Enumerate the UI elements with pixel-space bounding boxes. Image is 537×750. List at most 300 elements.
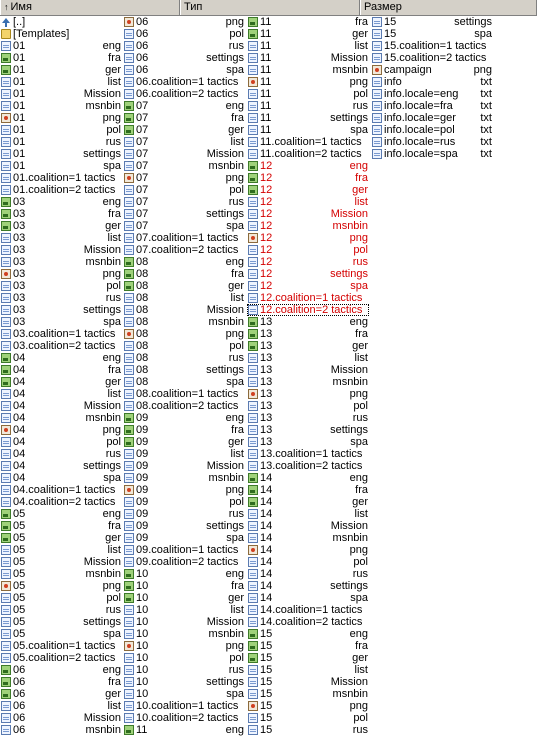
file-row[interactable]: [247, 508, 369, 520]
file-row[interactable]: [123, 556, 245, 568]
file-row[interactable]: [123, 688, 245, 700]
file-extension: settings: [83, 616, 121, 628]
file-row[interactable]: [0, 592, 122, 604]
file-row[interactable]: [0, 16, 122, 28]
file-name: 11: [260, 76, 272, 88]
file-row[interactable]: [123, 328, 245, 340]
file-row[interactable]: [123, 316, 245, 328]
file-row[interactable]: [247, 208, 369, 220]
document-icon: [1, 629, 11, 639]
file-row[interactable]: [247, 172, 369, 184]
file-row[interactable]: [0, 352, 122, 364]
file-row[interactable]: [123, 544, 245, 556]
document-icon: [248, 713, 258, 723]
file-row[interactable]: [123, 532, 245, 544]
file-row[interactable]: [247, 232, 369, 244]
file-name: 11: [260, 100, 272, 112]
file-row[interactable]: [123, 148, 245, 160]
file-row[interactable]: [0, 220, 122, 232]
file-row[interactable]: [247, 220, 369, 232]
file-row[interactable]: [0, 232, 122, 244]
file-extension: eng: [225, 724, 244, 736]
file-row[interactable]: [123, 724, 245, 736]
file-row[interactable]: [0, 148, 122, 160]
image-file-icon: [124, 569, 134, 579]
file-row[interactable]: [247, 280, 369, 292]
file-row[interactable]: [123, 592, 245, 604]
file-extension: fra: [231, 112, 244, 124]
file-row[interactable]: [0, 280, 122, 292]
file-name: 04.coalition=2 tactics: [13, 496, 116, 508]
file-row[interactable]: [0, 136, 122, 148]
file-row[interactable]: [0, 304, 122, 316]
file-name: 05.coalition=2 tactics: [13, 652, 116, 664]
file-row[interactable]: [247, 568, 369, 580]
file-extension: spa: [350, 436, 368, 448]
file-row[interactable]: [247, 436, 369, 448]
file-extension: spa: [226, 220, 244, 232]
file-row[interactable]: [247, 376, 369, 388]
file-row[interactable]: [123, 172, 245, 184]
file-row[interactable]: [0, 412, 122, 424]
file-row[interactable]: [0, 520, 122, 532]
document-icon: [248, 461, 258, 471]
file-row[interactable]: [371, 28, 493, 40]
column-header-size[interactable]: [360, 0, 537, 15]
document-icon: [248, 197, 258, 207]
file-extension: fra: [108, 676, 121, 688]
file-row[interactable]: [123, 400, 245, 412]
file-row[interactable]: [247, 148, 369, 160]
file-row[interactable]: [123, 568, 245, 580]
file-row[interactable]: [0, 244, 122, 256]
file-row[interactable]: [0, 700, 122, 712]
file-row[interactable]: [123, 52, 245, 64]
document-icon: [372, 137, 382, 147]
file-row[interactable]: [123, 496, 245, 508]
file-row[interactable]: [247, 532, 369, 544]
file-row[interactable]: [371, 40, 493, 52]
file-row[interactable]: [247, 544, 369, 556]
image-file-icon: [124, 281, 134, 291]
file-extension: eng: [349, 160, 368, 172]
file-row[interactable]: [0, 184, 122, 196]
file-extension: list: [107, 76, 121, 88]
file-row[interactable]: [247, 448, 369, 460]
file-row[interactable]: [247, 580, 369, 592]
file-extension: ger: [105, 64, 121, 76]
document-icon: [248, 305, 258, 315]
document-icon: [1, 497, 11, 507]
file-row[interactable]: [247, 424, 369, 436]
file-row[interactable]: [0, 388, 122, 400]
document-icon: [124, 461, 134, 471]
file-row[interactable]: [0, 76, 122, 88]
document-icon: [1, 545, 11, 555]
file-row[interactable]: [371, 136, 493, 148]
file-row[interactable]: [0, 436, 122, 448]
file-extension: eng: [225, 568, 244, 580]
file-row[interactable]: [247, 340, 369, 352]
column-header-type[interactable]: [180, 0, 360, 15]
file-row[interactable]: [0, 208, 122, 220]
file-extension: Mission: [83, 712, 121, 724]
document-icon: [1, 485, 11, 495]
file-row[interactable]: [247, 412, 369, 424]
file-row[interactable]: [247, 64, 369, 76]
file-name: 12.coalition=2 tactics: [260, 304, 363, 316]
file-row[interactable]: [123, 412, 245, 424]
document-icon: [248, 569, 258, 579]
document-icon: [1, 569, 11, 579]
file-row[interactable]: [371, 76, 493, 88]
file-row[interactable]: [123, 520, 245, 532]
file-name: 03: [13, 280, 26, 292]
file-row[interactable]: [123, 28, 245, 40]
file-name: 14: [260, 484, 273, 496]
file-name: 09: [136, 484, 149, 496]
document-icon: [124, 305, 134, 315]
file-row[interactable]: [247, 364, 369, 376]
file-row[interactable]: [247, 712, 369, 724]
file-row[interactable]: [247, 592, 369, 604]
file-row[interactable]: [247, 196, 369, 208]
file-row[interactable]: [0, 268, 122, 280]
file-row[interactable]: [0, 64, 122, 76]
document-icon: [124, 689, 134, 699]
file-row[interactable]: [247, 160, 369, 172]
file-row[interactable]: [247, 316, 369, 328]
file-row[interactable]: [371, 52, 493, 64]
file-row[interactable]: [123, 76, 245, 88]
file-row[interactable]: [247, 244, 369, 256]
image-file-icon: [248, 473, 258, 483]
file-row[interactable]: [123, 64, 245, 76]
file-row[interactable]: [0, 448, 122, 460]
file-row[interactable]: [247, 292, 369, 304]
file-row[interactable]: [0, 640, 122, 652]
document-icon: [124, 341, 134, 351]
file-row[interactable]: [0, 484, 122, 496]
file-row[interactable]: [371, 124, 493, 136]
settings-file-icon: [1, 581, 11, 591]
file-row[interactable]: [123, 256, 245, 268]
file-name: 07: [136, 220, 149, 232]
file-name: 12: [260, 172, 273, 184]
file-row[interactable]: [123, 40, 245, 52]
file-name: 15: [260, 676, 273, 688]
file-row[interactable]: [247, 676, 369, 688]
file-extension: list: [107, 388, 121, 400]
file-row[interactable]: [247, 304, 369, 316]
file-row[interactable]: [0, 604, 122, 616]
file-row[interactable]: [123, 280, 245, 292]
file-row[interactable]: [0, 28, 122, 40]
file-row[interactable]: [0, 676, 122, 688]
file-row[interactable]: [0, 40, 122, 52]
file-name: 06: [136, 64, 149, 76]
file-row[interactable]: [0, 688, 122, 700]
image-file-icon: [248, 341, 258, 351]
file-row[interactable]: [0, 196, 122, 208]
file-row[interactable]: [0, 628, 122, 640]
file-row[interactable]: [123, 292, 245, 304]
document-icon: [124, 557, 134, 567]
file-row[interactable]: [0, 616, 122, 628]
document-icon: [124, 65, 134, 75]
file-extension: fra: [108, 52, 121, 64]
file-row[interactable]: [123, 340, 245, 352]
file-row[interactable]: [123, 616, 245, 628]
file-row[interactable]: [247, 556, 369, 568]
file-extension: msnbin: [208, 472, 244, 484]
file-row[interactable]: [0, 376, 122, 388]
file-extension: settings: [206, 208, 244, 220]
file-name: 15: [260, 640, 273, 652]
file-row[interactable]: [0, 532, 122, 544]
file-row[interactable]: [0, 172, 122, 184]
file-name: 07: [136, 100, 149, 112]
file-row[interactable]: [247, 268, 369, 280]
file-name: 13: [260, 316, 273, 328]
file-row[interactable]: [247, 184, 369, 196]
file-row[interactable]: [0, 292, 122, 304]
file-row[interactable]: [123, 472, 245, 484]
file-name: 11.coalition=1 tactics: [260, 136, 362, 148]
file-row[interactable]: [247, 52, 369, 64]
file-row[interactable]: [247, 460, 369, 472]
file-name: 04: [13, 388, 26, 400]
file-row[interactable]: [0, 52, 122, 64]
file-row[interactable]: [123, 220, 245, 232]
file-row[interactable]: [123, 424, 245, 436]
file-name: 08: [136, 268, 149, 280]
document-icon: [372, 113, 382, 123]
file-row[interactable]: [0, 124, 122, 136]
file-row[interactable]: [123, 604, 245, 616]
file-row[interactable]: [247, 652, 369, 664]
image-file-icon: [248, 173, 258, 183]
file-name: 05: [13, 520, 26, 532]
file-row[interactable]: [247, 352, 369, 364]
file-row[interactable]: [0, 316, 122, 328]
file-row[interactable]: [0, 256, 122, 268]
file-name: 05: [13, 508, 26, 520]
file-row[interactable]: [0, 472, 122, 484]
file-name: 06: [136, 52, 149, 64]
file-row[interactable]: [123, 304, 245, 316]
file-row[interactable]: [247, 100, 369, 112]
file-row[interactable]: [123, 232, 245, 244]
file-row[interactable]: [247, 628, 369, 640]
image-file-icon: [248, 653, 258, 663]
file-row[interactable]: [0, 568, 122, 580]
file-row[interactable]: [123, 376, 245, 388]
file-row[interactable]: [123, 628, 245, 640]
file-row[interactable]: [0, 664, 122, 676]
document-icon: [1, 449, 11, 459]
file-row[interactable]: [123, 244, 245, 256]
image-file-icon: [248, 497, 258, 507]
file-row[interactable]: [123, 664, 245, 676]
file-row[interactable]: [247, 520, 369, 532]
file-row[interactable]: [123, 196, 245, 208]
document-icon: [1, 137, 11, 147]
file-row[interactable]: [371, 100, 493, 112]
file-name: 10.coalition=2 tactics: [136, 712, 239, 724]
file-row[interactable]: [123, 508, 245, 520]
file-extension: rus: [352, 412, 368, 424]
document-icon: [248, 725, 258, 735]
file-row[interactable]: [247, 388, 369, 400]
file-row[interactable]: [247, 604, 369, 616]
file-row[interactable]: [247, 472, 369, 484]
file-row[interactable]: [0, 88, 122, 100]
file-extension: eng: [349, 316, 368, 328]
settings-file-icon: [372, 65, 382, 75]
document-icon: [372, 53, 382, 63]
file-row[interactable]: [123, 640, 245, 652]
file-row[interactable]: [247, 664, 369, 676]
file-row[interactable]: [371, 16, 493, 28]
file-row[interactable]: [123, 100, 245, 112]
file-row[interactable]: [0, 496, 122, 508]
file-row[interactable]: [123, 268, 245, 280]
file-row[interactable]: [247, 700, 369, 712]
file-row[interactable]: [123, 352, 245, 364]
file-name: 05: [13, 556, 26, 568]
file-row[interactable]: [0, 460, 122, 472]
file-row[interactable]: [123, 364, 245, 376]
file-row[interactable]: [0, 724, 122, 736]
file-extension: eng: [102, 508, 121, 520]
file-name: 06: [136, 28, 149, 40]
file-row[interactable]: [247, 88, 369, 100]
file-name: 03: [13, 232, 26, 244]
file-row[interactable]: [123, 88, 245, 100]
document-icon: [248, 137, 258, 147]
file-extension: png: [349, 232, 368, 244]
file-name: 01: [13, 64, 26, 76]
file-name: 11: [260, 16, 272, 28]
file-row[interactable]: [123, 700, 245, 712]
file-row[interactable]: [247, 640, 369, 652]
file-row[interactable]: [247, 76, 369, 88]
file-name: 14: [260, 592, 273, 604]
file-name: 09: [136, 436, 149, 448]
file-extension: msnbin: [332, 532, 368, 544]
file-row[interactable]: [0, 340, 122, 352]
file-row[interactable]: [247, 124, 369, 136]
file-row[interactable]: [123, 388, 245, 400]
file-row[interactable]: [123, 484, 245, 496]
file-row[interactable]: [123, 712, 245, 724]
file-row[interactable]: [0, 556, 122, 568]
column-header-name[interactable]: [0, 0, 180, 15]
file-row[interactable]: [247, 484, 369, 496]
file-row[interactable]: [247, 400, 369, 412]
document-icon: [372, 89, 382, 99]
file-row[interactable]: [0, 100, 122, 112]
file-row[interactable]: [123, 124, 245, 136]
file-row[interactable]: [123, 16, 245, 28]
file-row[interactable]: [0, 364, 122, 376]
file-row[interactable]: [123, 436, 245, 448]
file-name: 03.coalition=2 tactics: [13, 340, 116, 352]
file-row[interactable]: [123, 448, 245, 460]
file-row[interactable]: [0, 328, 122, 340]
file-row[interactable]: [0, 544, 122, 556]
file-row[interactable]: [247, 28, 369, 40]
file-row[interactable]: [247, 724, 369, 736]
file-row[interactable]: [0, 160, 122, 172]
file-row[interactable]: [0, 580, 122, 592]
file-name: 07.coalition=1 tactics: [136, 232, 239, 244]
file-extension: pol: [106, 280, 121, 292]
file-row[interactable]: [123, 136, 245, 148]
settings-file-icon: [124, 485, 134, 495]
file-row[interactable]: [371, 112, 493, 124]
document-icon: [124, 197, 134, 207]
file-extension: pol: [229, 184, 244, 196]
file-extension: spa: [103, 628, 121, 640]
file-row[interactable]: [247, 616, 369, 628]
file-row[interactable]: [123, 652, 245, 664]
file-row[interactable]: [247, 112, 369, 124]
file-row[interactable]: [123, 112, 245, 124]
file-name: 07: [136, 172, 149, 184]
file-row[interactable]: [123, 208, 245, 220]
file-row[interactable]: [247, 16, 369, 28]
document-icon: [124, 473, 134, 483]
file-row[interactable]: [0, 712, 122, 724]
file-row[interactable]: [123, 460, 245, 472]
file-row[interactable]: [123, 184, 245, 196]
file-row[interactable]: [123, 580, 245, 592]
file-row[interactable]: [247, 40, 369, 52]
file-row[interactable]: [0, 652, 122, 664]
file-extension: settings: [206, 676, 244, 688]
file-extension: fra: [231, 268, 244, 280]
file-row[interactable]: [247, 136, 369, 148]
file-extension: spa: [350, 280, 368, 292]
file-row[interactable]: [247, 328, 369, 340]
file-row[interactable]: [247, 496, 369, 508]
file-name: 01: [13, 148, 26, 160]
file-row[interactable]: [371, 88, 493, 100]
file-row[interactable]: [0, 400, 122, 412]
file-row[interactable]: [247, 256, 369, 268]
document-icon: [1, 617, 11, 627]
file-name: 04: [13, 460, 26, 472]
file-extension: rus: [228, 508, 244, 520]
file-extension: msnbin: [85, 568, 121, 580]
file-name: 01: [13, 52, 26, 64]
file-row[interactable]: [371, 64, 493, 76]
file-name: 08: [136, 364, 149, 376]
file-row[interactable]: [123, 676, 245, 688]
file-row[interactable]: [123, 160, 245, 172]
file-row[interactable]: [0, 508, 122, 520]
file-row[interactable]: [0, 112, 122, 124]
file-row[interactable]: [247, 688, 369, 700]
file-extension: png: [102, 424, 121, 436]
file-name: info.locale=ger: [384, 112, 456, 124]
file-extension: Mission: [83, 400, 121, 412]
file-row[interactable]: [0, 424, 122, 436]
file-row[interactable]: [371, 148, 493, 160]
file-list[interactable]: [0, 16, 537, 750]
